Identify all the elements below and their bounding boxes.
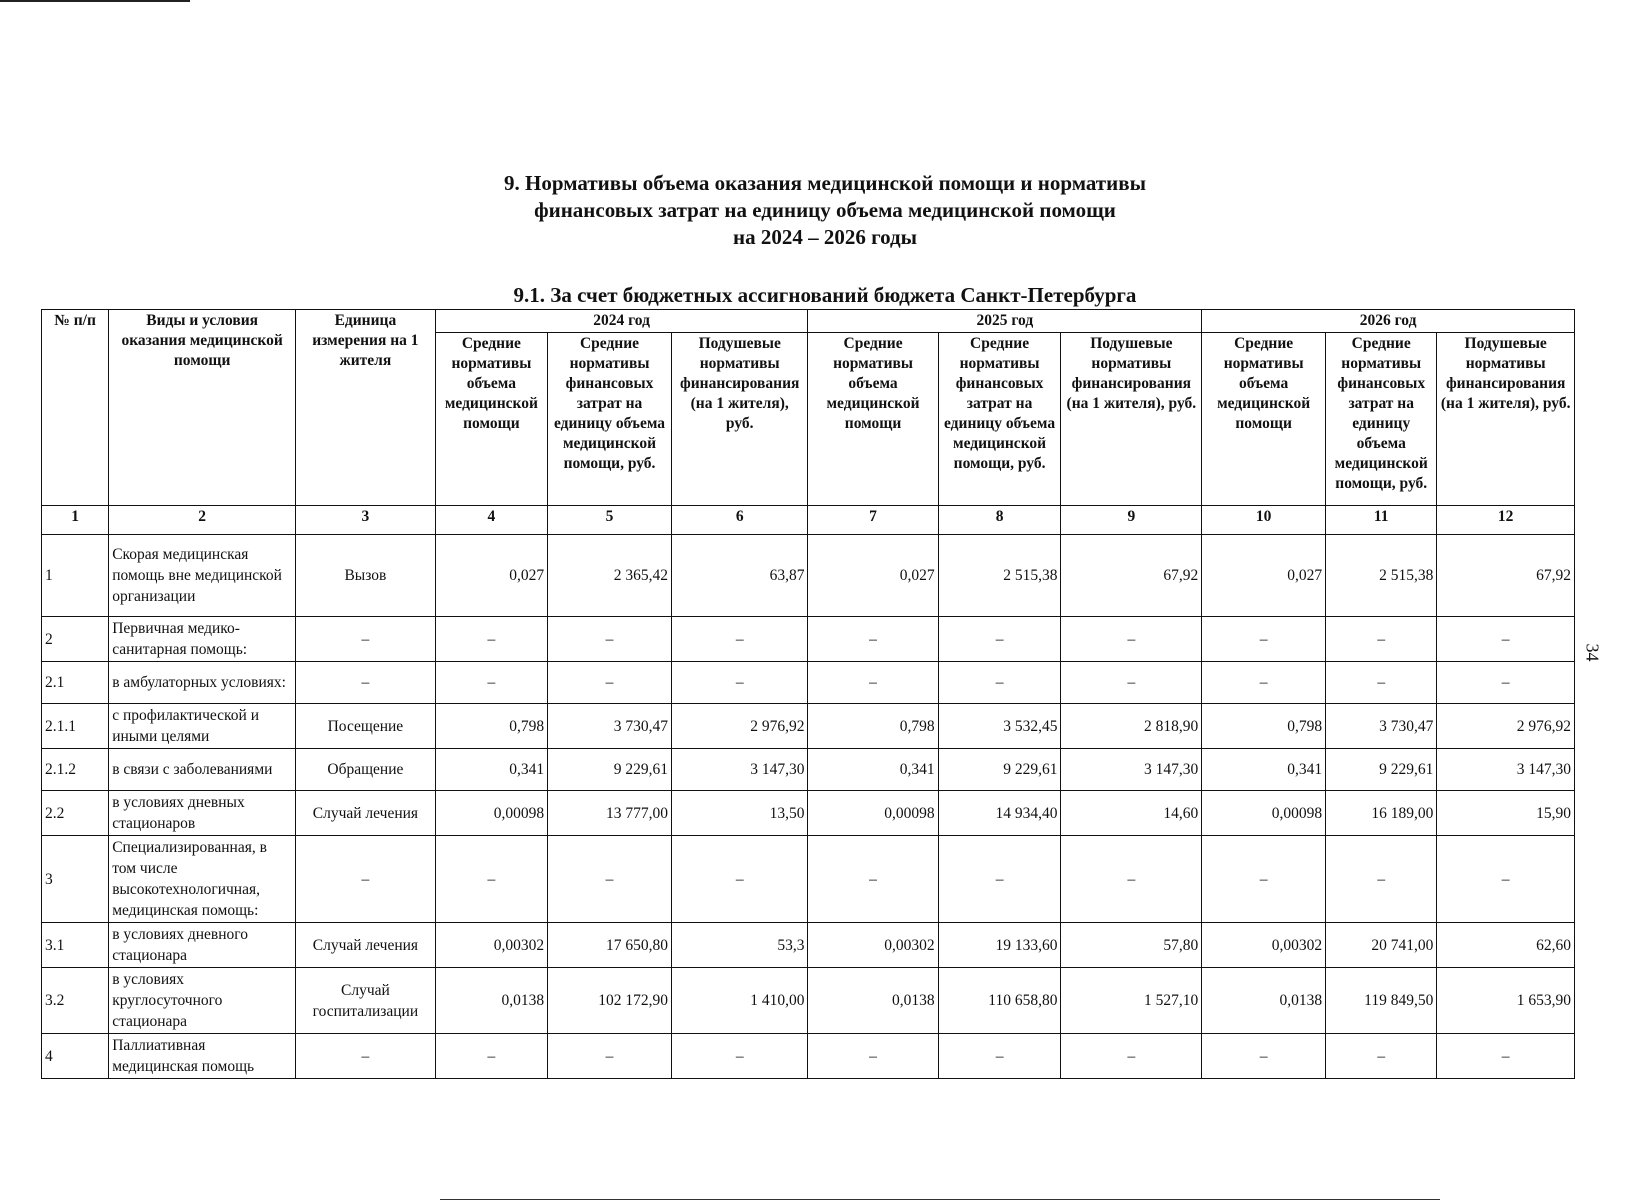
column-number: 12 (1437, 506, 1575, 535)
row-value-cell: 2 976,92 (671, 704, 808, 749)
row-value-cell: 57,80 (1061, 923, 1202, 968)
row-value-cell: – (1437, 836, 1575, 923)
row-value-cell: – (1202, 836, 1326, 923)
row-unit: Случай госпитализации (296, 968, 436, 1034)
row-value-cell: 0,027 (435, 535, 547, 617)
row-value-cell: – (1061, 1034, 1202, 1079)
table-row (42, 704, 1575, 749)
row-value-cell: 3 730,47 (1326, 704, 1437, 749)
row-value-cell: 67,92 (1437, 535, 1575, 617)
row-care-type: в условиях дневных стационаров (109, 791, 296, 836)
row-value-cell: 9 229,61 (1326, 749, 1437, 791)
row-value-cell: 0,798 (1202, 704, 1326, 749)
row-value-cell: – (1437, 617, 1575, 662)
row-number: 2.1 (42, 662, 109, 704)
row-value-cell: – (808, 1034, 938, 1079)
row-value-cell: – (435, 836, 547, 923)
column-number: 8 (938, 506, 1061, 535)
header-2025-cost: Средние нормативы финансовых затрат на единицу объема медицинской помощи, руб. (938, 333, 1061, 506)
header-col-unit: Единица измерения на 1 жителя (296, 310, 436, 506)
row-number: 3.1 (42, 923, 109, 968)
row-value-cell: 9 229,61 (548, 749, 672, 791)
row-value-cell: 13 777,00 (548, 791, 672, 836)
row-value-cell: – (808, 617, 938, 662)
row-value-cell: 53,3 (671, 923, 808, 968)
table-row (42, 749, 1575, 791)
row-care-type: в условиях дневного стационара (109, 923, 296, 968)
row-value-cell: – (1437, 662, 1575, 704)
table-header (42, 310, 1575, 535)
row-number: 3 (42, 836, 109, 923)
row-value-cell: – (1061, 836, 1202, 923)
row-value-cell: – (938, 617, 1061, 662)
title-line-2: финансовых затрат на единицу объема медицинской помощи (534, 198, 1116, 222)
row-care-type: в связи с заболеваниями (109, 749, 296, 791)
row-value-cell: 0,798 (808, 704, 938, 749)
row-value-cell: – (671, 617, 808, 662)
row-value-cell: 0,0138 (435, 968, 547, 1034)
row-value-cell: 16 189,00 (1326, 791, 1437, 836)
row-value-cell: 0,00098 (435, 791, 547, 836)
header-2026-per-capita: Подушевые нормативы финансирования (на 1 жителя), руб. (1437, 333, 1575, 506)
row-unit: Вызов (296, 535, 436, 617)
row-unit: Обращение (296, 749, 436, 791)
column-number: 3 (296, 506, 436, 535)
row-value-cell: – (435, 662, 547, 704)
table-row (42, 968, 1575, 1034)
row-care-type: в условиях круглосуточного стационара (109, 968, 296, 1034)
row-value-cell: 3 532,45 (938, 704, 1061, 749)
row-value-cell: – (1061, 617, 1202, 662)
table-row (42, 617, 1575, 662)
table-row (42, 923, 1575, 968)
row-value-cell: – (808, 836, 938, 923)
row-number: 2.2 (42, 791, 109, 836)
row-value-cell: 2 515,38 (938, 535, 1061, 617)
row-value-cell: 2 365,42 (548, 535, 672, 617)
row-number: 3.2 (42, 968, 109, 1034)
title-line-3: на 2024 – 2026 годы (732, 225, 918, 249)
document-title (300, 170, 1350, 251)
header-2024-cost: Средние нормативы финансовых затрат на единицу объема медицинской помощи, руб. (548, 333, 672, 506)
column-number: 9 (1061, 506, 1202, 535)
row-value-cell: 63,87 (671, 535, 808, 617)
row-value-cell: 14 934,40 (938, 791, 1061, 836)
row-value-cell: 0,341 (1202, 749, 1326, 791)
table-row (42, 535, 1575, 617)
row-unit: – (296, 836, 436, 923)
row-value-cell: – (808, 662, 938, 704)
row-number: 4 (42, 1034, 109, 1079)
row-value-cell: 3 147,30 (1437, 749, 1575, 791)
row-number: 1 (42, 535, 109, 617)
row-care-type: Скорая медицинская помощь вне медицинской организации (109, 535, 296, 617)
row-value-cell: – (1326, 1034, 1437, 1079)
row-value-cell: – (671, 1034, 808, 1079)
row-value-cell: – (938, 662, 1061, 704)
row-value-cell: – (671, 836, 808, 923)
header-col-type: Виды и условия оказания медицинской помощи (109, 310, 296, 506)
row-value-cell: 1 653,90 (1437, 968, 1575, 1034)
row-value-cell: 0,027 (808, 535, 938, 617)
row-value-cell: 9 229,61 (938, 749, 1061, 791)
row-unit: Посещение (296, 704, 436, 749)
table-row (42, 791, 1575, 836)
row-value-cell: 0,798 (435, 704, 547, 749)
row-value-cell: – (1326, 662, 1437, 704)
row-value-cell: 62,60 (1437, 923, 1575, 968)
header-row-years (42, 310, 1575, 333)
title-line-1: 9. Нормативы объема оказания медицинской помощи и нормативы (504, 171, 1146, 195)
row-value-cell: – (1202, 662, 1326, 704)
row-value-cell: 17 650,80 (548, 923, 672, 968)
header-year-2026: 2026 год (1202, 310, 1575, 333)
row-value-cell: – (435, 1034, 547, 1079)
row-value-cell: – (1437, 1034, 1575, 1079)
row-value-cell: 102 172,90 (548, 968, 672, 1034)
row-unit: – (296, 617, 436, 662)
row-value-cell: 0,341 (435, 749, 547, 791)
row-value-cell: 20 741,00 (1326, 923, 1437, 968)
row-value-cell: – (548, 836, 672, 923)
row-value-cell: 0,00098 (1202, 791, 1326, 836)
row-value-cell: – (1202, 617, 1326, 662)
row-value-cell: 19 133,60 (938, 923, 1061, 968)
row-value-cell: – (938, 1034, 1061, 1079)
row-value-cell: 13,50 (671, 791, 808, 836)
row-value-cell: 0,027 (1202, 535, 1326, 617)
row-care-type: с профилактической и иными целями (109, 704, 296, 749)
row-value-cell: 2 976,92 (1437, 704, 1575, 749)
row-unit: – (296, 1034, 436, 1079)
row-unit: – (296, 662, 436, 704)
row-value-cell: 0,00302 (435, 923, 547, 968)
row-value-cell: 0,0138 (1202, 968, 1326, 1034)
header-2025-volume: Средние нормативы объема медицинской помощи (808, 333, 938, 506)
header-year-2024: 2024 год (435, 310, 808, 333)
row-value-cell: 110 658,80 (938, 968, 1061, 1034)
row-value-cell: 0,00302 (1202, 923, 1326, 968)
row-value-cell: 3 730,47 (548, 704, 672, 749)
row-number: 2.1.2 (42, 749, 109, 791)
column-number: 11 (1326, 506, 1437, 535)
row-number: 2 (42, 617, 109, 662)
header-year-2025: 2025 год (808, 310, 1202, 333)
row-value-cell: – (435, 617, 547, 662)
row-value-cell: 3 147,30 (671, 749, 808, 791)
row-value-cell: – (938, 836, 1061, 923)
row-value-cell: – (1202, 1034, 1326, 1079)
row-value-cell: 0,0138 (808, 968, 938, 1034)
row-care-type: Первичная медико-санитарная помощь: (109, 617, 296, 662)
column-number: 2 (109, 506, 296, 535)
header-2024-volume: Средние нормативы объема медицинской помощи (435, 333, 547, 506)
header-row-column-numbers (42, 506, 1575, 535)
row-value-cell: – (548, 662, 672, 704)
table-row (42, 662, 1575, 704)
scan-edge-line-top (0, 0, 190, 2)
section-subtitle: 9.1. За счет бюджетных ассигнований бюджета Санкт-Петербурга (513, 283, 1137, 307)
header-2026-cost: Средние нормативы финансовых затрат на единицу объема медицинской помощи, руб. (1326, 333, 1437, 506)
row-value-cell: 119 849,50 (1326, 968, 1437, 1034)
row-value-cell: 1 527,10 (1061, 968, 1202, 1034)
row-value-cell: – (1061, 662, 1202, 704)
table-row (42, 836, 1575, 923)
row-value-cell: 2 818,90 (1061, 704, 1202, 749)
table-row (42, 1034, 1575, 1079)
row-care-type: Специализированная, в том числе высокотехнологичная, медицинская помощь: (109, 836, 296, 923)
row-value-cell: – (1326, 617, 1437, 662)
header-2026-volume: Средние нормативы объема медицинской помощи (1202, 333, 1326, 506)
row-value-cell: 0,00098 (808, 791, 938, 836)
column-number: 5 (548, 506, 672, 535)
column-number: 1 (42, 506, 109, 535)
header-2025-per-capita: Подушевые нормативы финансирования (на 1 жителя), руб. (1061, 333, 1202, 506)
column-number: 10 (1202, 506, 1326, 535)
row-unit: Случай лечения (296, 791, 436, 836)
row-value-cell: 15,90 (1437, 791, 1575, 836)
row-care-type: в амбулаторных условиях: (109, 662, 296, 704)
row-value-cell: – (1326, 836, 1437, 923)
row-care-type: Паллиативная медицинская помощь (109, 1034, 296, 1079)
column-number: 6 (671, 506, 808, 535)
row-value-cell: 67,92 (1061, 535, 1202, 617)
normatives-table (41, 309, 1575, 1079)
row-value-cell: – (671, 662, 808, 704)
row-value-cell: 2 515,38 (1326, 535, 1437, 617)
row-value-cell: 3 147,30 (1061, 749, 1202, 791)
row-value-cell: 0,00302 (808, 923, 938, 968)
header-2024-per-capita: Подушевые нормативы финансирования (на 1 жителя), руб. (671, 333, 808, 506)
table-body (42, 535, 1575, 1079)
row-unit: Случай лечения (296, 923, 436, 968)
row-value-cell: 0,341 (808, 749, 938, 791)
row-value-cell: 14,60 (1061, 791, 1202, 836)
column-number: 4 (435, 506, 547, 535)
row-value-cell: – (548, 1034, 672, 1079)
column-number: 7 (808, 506, 938, 535)
row-value-cell: 1 410,00 (671, 968, 808, 1034)
row-value-cell: – (548, 617, 672, 662)
row-number: 2.1.1 (42, 704, 109, 749)
page-number: 34 (1582, 643, 1603, 662)
header-col-num: № п/п (42, 310, 109, 506)
